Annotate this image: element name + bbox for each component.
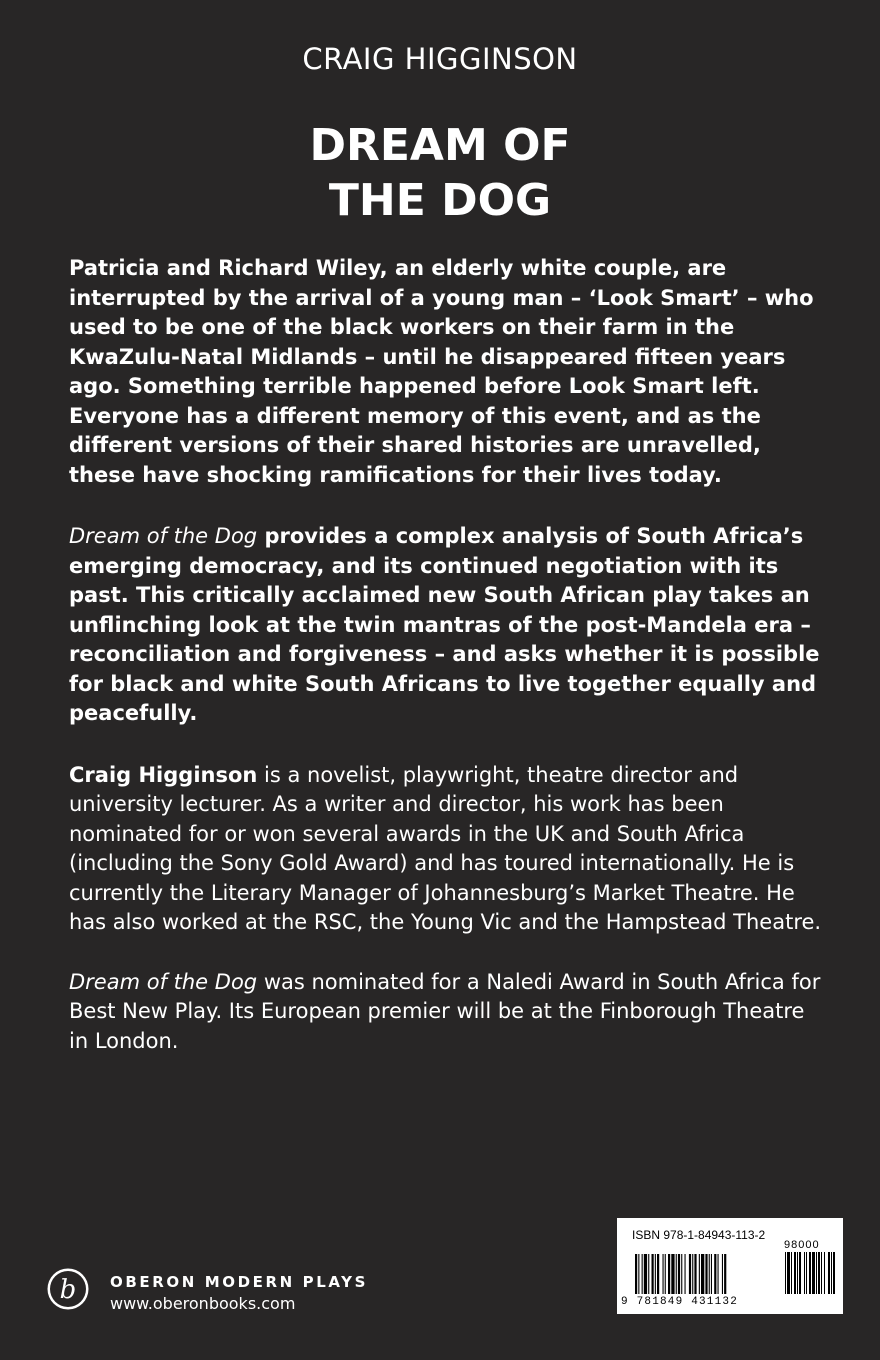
addon-bar [824,1252,825,1294]
isbn-number: ISBN 978-1-84943-113-2 [632,1228,766,1242]
award-paragraph [69,968,829,1057]
barcode-bar [648,1254,649,1294]
award-title: Dream of the Dog [69,969,258,994]
barcode-bar [638,1254,639,1294]
oberon-logo-icon [46,1267,90,1311]
barcode-bar [701,1254,704,1294]
bio-text: is a novelist, playwright, theatre director and university lecturer. As a writer and director, his work has been nominated for or won several awards in the UK and South Africa (including the Sony Gold Award) and has toured internationally. He is currently the Literary Manager of Johannesburg’s Market Theatre. He has also worked at the RSC, the Young Vic and the Hampstead Theatre. [69,762,822,934]
addon-bar [821,1252,822,1294]
barcode-bar [657,1254,659,1294]
book-title [0,118,880,228]
barcode-bar [665,1254,666,1294]
barcode-bar [642,1254,643,1294]
analysis-title: Dream of the Dog [69,524,258,548]
barcode-bar [705,1254,707,1294]
barcode-bar [678,1254,680,1294]
award-text: was nominated for a Naledi Award in South Africa for Best New Play. Its European premier will be at the Finborough Theatre in London. [69,969,821,1053]
barcode-bar [652,1254,654,1294]
barcode-bar [671,1254,674,1294]
barcode-bar [644,1254,647,1294]
analysis-paragraph [69,522,829,729]
addon-bar [806,1252,807,1294]
barcode-digits: 9 781849 431132 [621,1296,739,1308]
barcode-bar [676,1254,677,1294]
addon-bar [833,1252,835,1294]
synopsis-paragraph: Patricia and Richard Wiley, an elderly white couple, are interrupted by the arrival of a young man – ‘Look Smart’ – who used to be one of the black workers on their farm in the KwaZulu-Natal Midlands – until he disappeared fifteen years ago. Something terrible happened before Look Smart left. Everyone has a different memory of this event, and as the different versions of their shared histories are unravelled, these have shocking ramifications for their lives today. [69,256,814,487]
isbn-barcode [617,1218,843,1314]
barcode-bar [694,1254,696,1294]
addon-bar [794,1252,796,1294]
addon-bar [828,1252,830,1294]
addon-bar [787,1252,790,1294]
barcode-bar [714,1254,716,1294]
addon-bar [818,1252,820,1294]
barcode-bar [635,1254,637,1294]
barcode-bar [692,1254,693,1294]
price-code: 98000 [784,1239,820,1251]
addon-bar [812,1252,815,1294]
barcode-bar [663,1254,664,1294]
addon-bar [831,1252,832,1294]
barcode-bar [681,1254,682,1294]
barcode-bar [724,1254,726,1294]
bio-name: Craig Higginson [69,762,258,787]
barcode-bar [722,1254,723,1294]
analysis-text: provides a complex analysis of South Africa’s emerging democracy, and its continued negotiation with its past. This critically acclaimed new South African play takes an unflinching look at the twin mantras of the post-Mandela era – reconciliation and forgiveness – and asks whether it is possible for black and white South Africans to live together equally and peacefully. [69,524,820,725]
title-line-2: THE DOG [328,175,552,226]
addon-bar [799,1252,801,1294]
title-line-1: DREAM OF [309,120,571,171]
barcode-bar [699,1254,700,1294]
addon-bar [804,1252,805,1294]
barcode-bar [718,1254,719,1294]
barcode-bar [655,1254,656,1294]
barcode-bar [685,1254,686,1294]
addon-bar [791,1252,792,1294]
logo-letter: b [59,1275,77,1305]
addon-bar [797,1252,798,1294]
addon-bar [809,1252,811,1294]
back-cover-blurb [69,254,829,1086]
addon-bar [816,1252,817,1294]
publisher-website[interactable]: www.oberonbooks.com [110,1294,296,1313]
author-bio-paragraph [69,761,829,938]
barcode-bar [668,1254,670,1294]
addon-bar [785,1252,786,1294]
author-name: CRAIG HIGGINSON [302,42,578,76]
barcode-bar [709,1254,710,1294]
barcode-bar [689,1254,691,1294]
barcode-bar [711,1254,712,1294]
publisher-series: OBERON MODERN PLAYS [110,1273,369,1291]
